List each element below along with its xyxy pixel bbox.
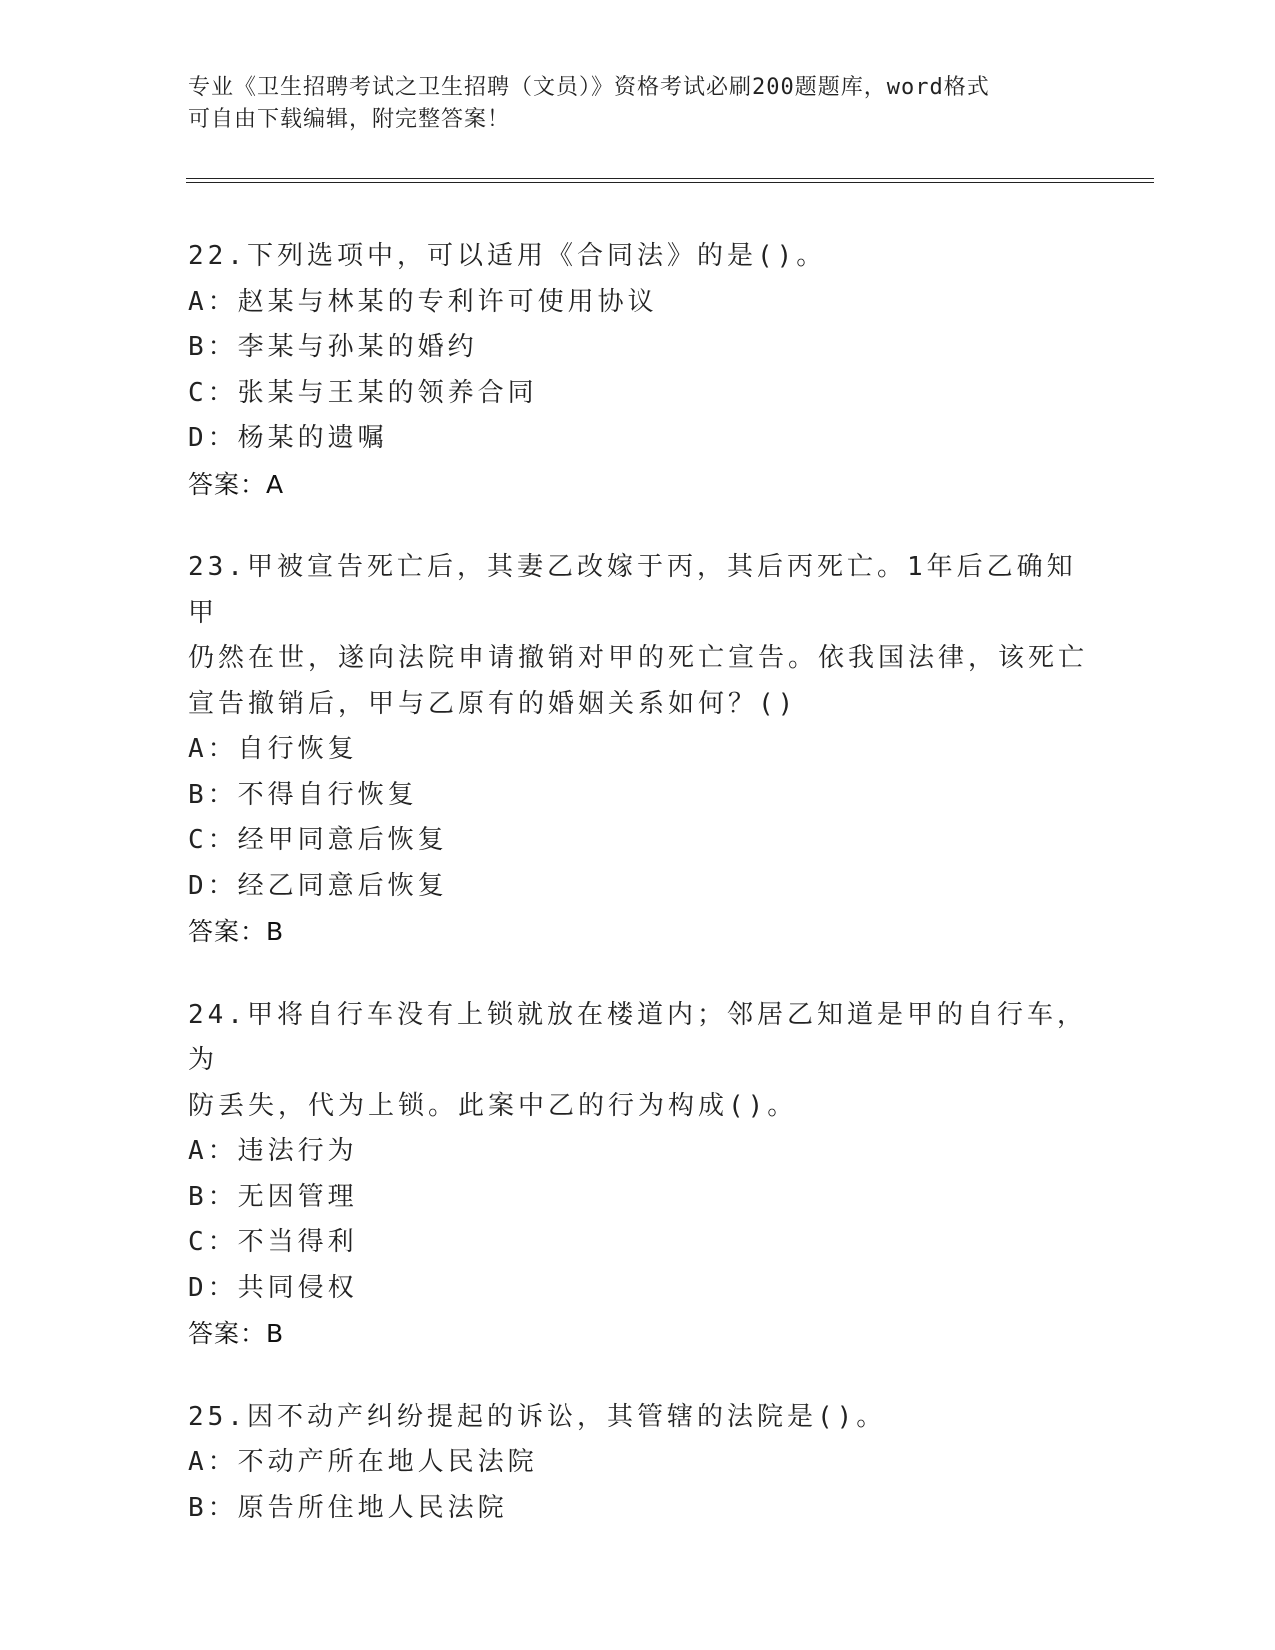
option-a: A：赵某与林某的专利许可使用协议 — [188, 286, 658, 317]
answer-line: 答案：B — [188, 917, 285, 946]
option-a: A：违法行为 — [188, 1136, 358, 1166]
option-b: B：不得自行恢复 — [188, 779, 418, 810]
question-24 — [188, 993, 1088, 1357]
question-list — [188, 234, 1088, 1569]
question-23 — [188, 545, 1088, 955]
question-25 — [188, 1395, 1088, 1532]
option-d: D：杨某的遗嘱 — [188, 423, 388, 453]
option-c: C：经甲同意后恢复 — [188, 825, 448, 855]
header-divider — [186, 178, 1154, 183]
option-c: C：不当得利 — [188, 1227, 358, 1257]
question-22 — [188, 234, 1088, 507]
question-stem-line-2: 防丢失，代为上锁。此案中乙的行为构成()。 — [188, 1090, 798, 1121]
header-line-2: 可自由下载编辑，附完整答案！ — [188, 107, 511, 132]
option-d: D：共同侵权 — [188, 1272, 358, 1303]
option-d: D：经乙同意后恢复 — [188, 870, 448, 901]
question-stem-line-1: 23.甲被宣告死亡后，其妻乙改嫁于丙，其后丙死亡。1年后乙确知甲 — [188, 552, 1077, 628]
option-b: B：原告所住地人民法院 — [188, 1492, 508, 1523]
question-stem-line-2: 仍然在世，遂向法院申请撤销对甲的死亡宣告。依我国法律，该死亡 — [188, 643, 1089, 673]
question-stem-line-3: 宣告撤销后，甲与乙原有的婚姻关系如何？() — [188, 688, 798, 719]
option-b: B：无因管理 — [188, 1181, 358, 1212]
option-c: C：张某与王某的领养合同 — [188, 377, 538, 408]
question-stem-line-1: 24.甲将自行车没有上锁就放在楼道内；邻居乙知道是甲的自行车，为 — [188, 999, 1087, 1075]
document-header — [188, 72, 1078, 136]
header-line-1: 专业《卫生招聘考试之卫生招聘（文员）》资格考试必刷200题题库，word格式 — [188, 75, 990, 100]
question-stem: 25.因不动产纠纷提起的诉讼，其管辖的法院是()。 — [188, 1401, 887, 1432]
option-a: A：不动产所在地人民法院 — [188, 1447, 538, 1477]
answer-line: 答案：B — [188, 1319, 285, 1348]
option-a: A：自行恢复 — [188, 734, 358, 764]
question-stem: 22.下列选项中，可以适用《合同法》的是()。 — [188, 241, 827, 271]
option-b: B：李某与孙某的婚约 — [188, 332, 478, 362]
answer-line: 答案：A — [188, 469, 285, 499]
